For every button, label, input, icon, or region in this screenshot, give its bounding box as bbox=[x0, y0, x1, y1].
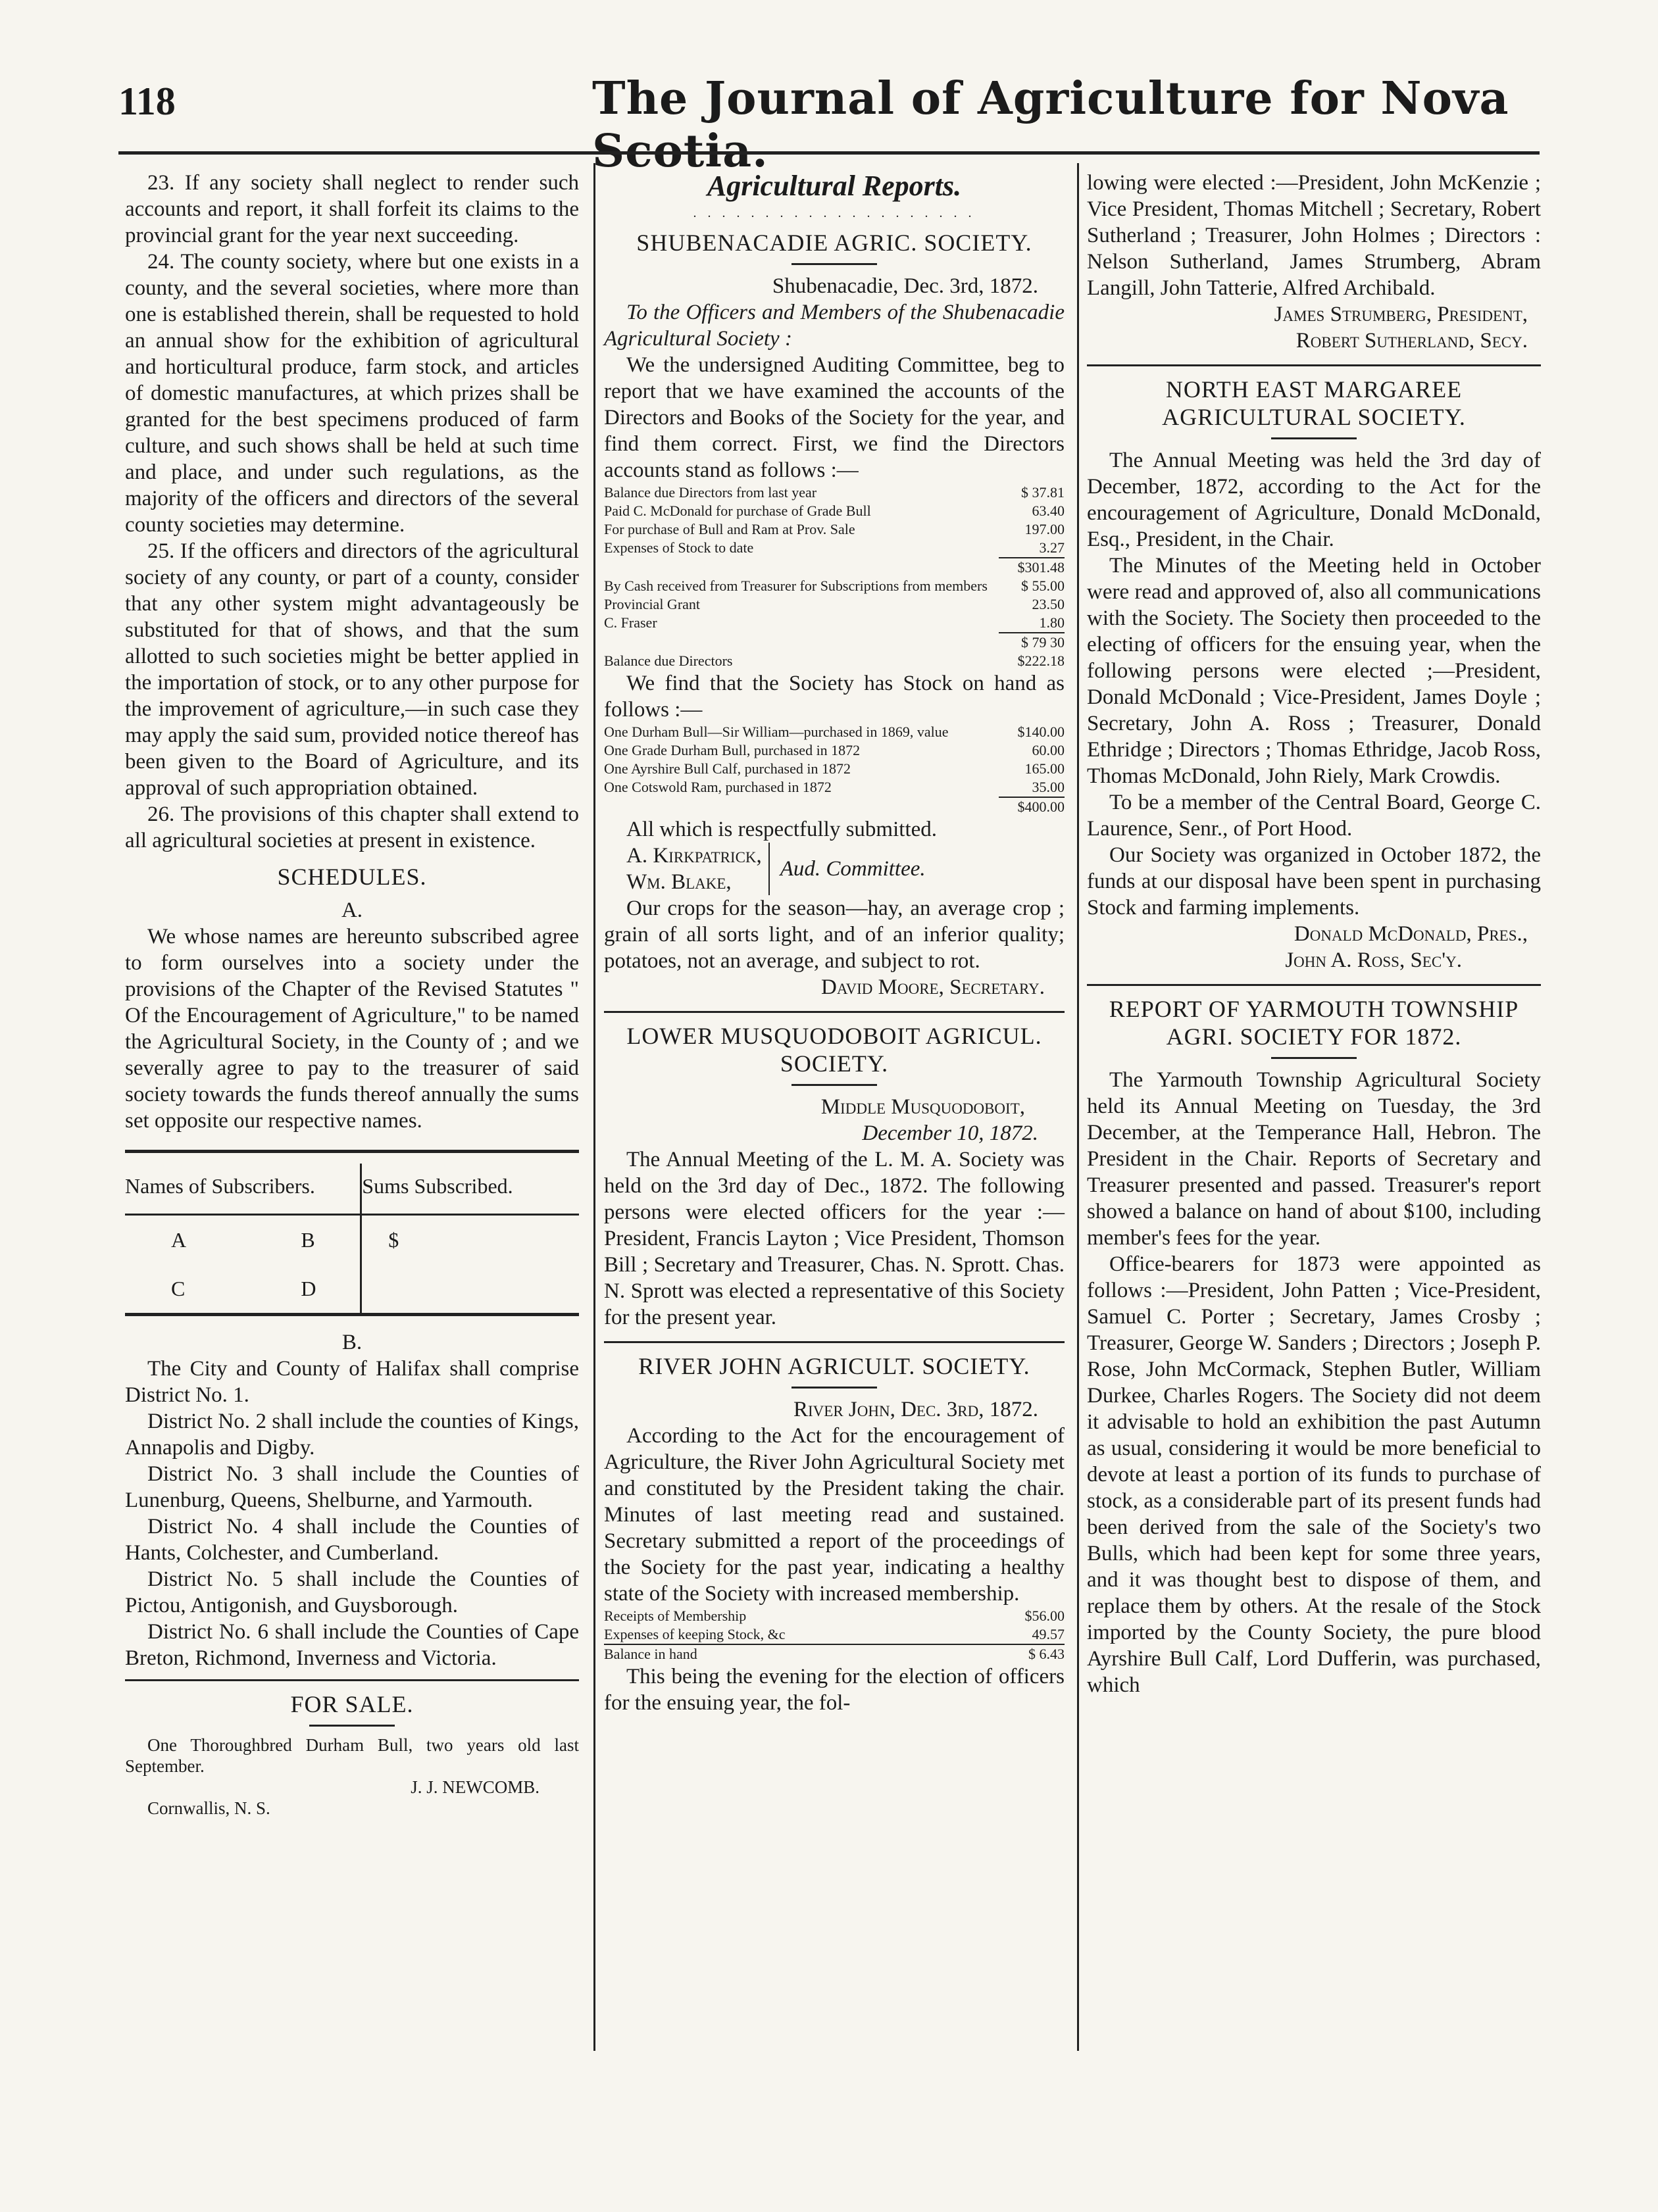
subscriber-a: A bbox=[171, 1228, 186, 1252]
musquodoboit-dateline-1: Middle Musquodoboit, bbox=[820, 1095, 1025, 1119]
page-header bbox=[118, 72, 1540, 178]
margaree-p2: The Minutes of the Meeting held in October were read and approved of, also all communications with the Society. The Society then proceeded to the electing of officers for the ensuing year, when the following persons were elected ;—President, Donald McDonald ; Vice-President, James Doyle ; Secretary, John A. Ross ; Treasurer, Donald Ethridge ; Directors ; Thomas Ethridge, Jacob Ross, Thomas McDonald, John Riely, Mark Crowdis. bbox=[1087, 554, 1541, 788]
schedule-a-label: A. bbox=[341, 898, 363, 922]
auditor-1: A. Kirkpatrick, bbox=[626, 844, 762, 868]
schedules-heading: SCHEDULES. bbox=[277, 864, 427, 890]
yarmouth-p2: Office-bearers for 1873 were appointed as follows :—President, John Patten ; Vice-President, Samuel C. Porter ; Secretary, James Crosby ; Treasurer, George W. Sanders ; Directors ; Joseph P. Rose, John McCormack, Stephen Butler, William Durkee, Charles Rogers. The Society did not deem it advisable to hold an exhibition the past Autumn as usual, considering it would be more beneficial to devote at least a portion of its funds to purchase of stock, as a considerable part of its present funds had been derived from the sale of the Society's two Bulls, which had been kept for some three years, and it was thought best to dispose of them, and replace them by others. At the resale of the Stock imported by the County Society, the pure blood Ayrshire Bull Calf, Lord Dufferin, was purchased, which bbox=[1087, 1252, 1541, 1697]
margaree-signature-2: John A. Ross, Sec'y. bbox=[1285, 948, 1462, 972]
short-rule bbox=[1271, 437, 1357, 439]
schedule-b-label: B. bbox=[341, 1331, 363, 1354]
short-rule bbox=[791, 1387, 877, 1389]
directors-account bbox=[604, 483, 1065, 670]
section-25: 25. If the officers and directors of the agricultural society of any county, or part of a county, consider that any other system might advantageously be substituted for that of shows, and that the sum allotted to such societies might be better applied in the importation of stock, or to any other purpose for the improvement of agriculture,—in such case they may apply the said sum, provided notice thereof has been given to the Board of Agriculture, and its approval of such appropriation obtained. bbox=[125, 539, 579, 800]
subscribers-table bbox=[125, 1164, 579, 1313]
section-rule bbox=[604, 1011, 1065, 1013]
margaree-p1: The Annual Meeting was held the 3rd day of December, 1872, according to the Act for the encouragement of Agriculture, Donald McDonald, Esq., President, in the Chair. bbox=[1087, 449, 1541, 551]
river-john-tail: This being the evening for the election of officers for the ensuing year, the fol- bbox=[604, 1665, 1065, 1715]
reports-title: Agricultural Reports. bbox=[707, 170, 962, 202]
dotted-rule: . . . . . . . . . . . . . . . . . . . . bbox=[693, 206, 976, 220]
account-row: For purchase of Bull and Ram at Prov. Sale 197.00 bbox=[604, 521, 1065, 537]
district-6: District No. 6 shall include the Counties of Cape Breton, Richmond, Inverness and Victoria. bbox=[125, 1620, 579, 1670]
river-john-signature-1: James Strumberg, President, bbox=[1274, 303, 1528, 326]
short-rule bbox=[791, 263, 877, 265]
margaree-p4: Our Society was organized in October 1872, the funds at our disposal have been spent in purchasing Stock and farming implements. bbox=[1087, 843, 1541, 920]
for-sale-heading: FOR SALE. bbox=[290, 1691, 414, 1717]
auditors-block bbox=[626, 843, 1065, 895]
column-divider-2 bbox=[1077, 163, 1079, 2051]
account-row: By Cash received from Treasurer for Subscriptions from members $ 55.00 bbox=[604, 578, 1065, 594]
account-total: $301.48 bbox=[999, 557, 1065, 577]
shubenacadie-body: We the undersigned Auditing Committee, beg to report that we have examined the accounts of the Directors and Books of the Society for the year, and find them correct. First, we find the Directors accounts stand as follows :— bbox=[604, 353, 1065, 482]
shubenacadie-dateline: Shubenacadie, Dec. 3rd, 1872. bbox=[772, 274, 1038, 298]
table-bottom-rule bbox=[125, 1313, 579, 1316]
column-1 bbox=[125, 170, 579, 1819]
auditors-role: Aud. Committee. bbox=[780, 857, 926, 881]
account-row: Expenses of keeping Stock, &c 49.57 bbox=[604, 1626, 1065, 1642]
sum-cell: $ bbox=[361, 1215, 579, 1265]
margaree-signature-1: Donald McDonald, Pres., bbox=[1294, 922, 1528, 946]
section-23: 23. If any society shall neglect to render such accounts and report, it shall forfeit its claims to the provincial grant for the year next succeeding. bbox=[125, 171, 579, 247]
river-john-account bbox=[604, 1607, 1065, 1663]
river-john-signature-2: Robert Sutherland, Secy. bbox=[1295, 329, 1528, 353]
auditor-2: Wm. Blake, bbox=[626, 870, 732, 894]
district-5: District No. 5 shall include the Counties of Pictou, Antigonish, and Guysborough. bbox=[125, 1567, 579, 1617]
short-rule bbox=[1271, 1057, 1357, 1059]
page-number: 118 bbox=[118, 80, 176, 123]
margaree-heading: NORTH EAST MARGAREE AGRICULTURAL SOCIETY. bbox=[1162, 376, 1466, 430]
for-sale-text: One Thoroughbred Durham Bull, two years old last September. bbox=[125, 1735, 579, 1776]
table-row bbox=[125, 1215, 579, 1265]
stock-row: One Ayrshire Bull Calf, purchased in 1872 165.00 bbox=[604, 760, 1065, 777]
account-row: C. Fraser 1.80 bbox=[604, 614, 1065, 631]
district-4: District No. 4 shall include the Counties of Hants, Colchester, and Cumberland. bbox=[125, 1515, 579, 1565]
district-1: The City and County of Halifax shall comprise District No. 1. bbox=[125, 1357, 579, 1407]
short-rule bbox=[791, 1084, 877, 1086]
section-26: 26. The provisions of this chapter shall extend to all agricultural societies at present in existence. bbox=[125, 802, 579, 852]
for-sale-place: Cornwallis, N. S. bbox=[147, 1798, 270, 1818]
submitted-line: All which is respectfully submitted. bbox=[626, 818, 938, 841]
musquodoboit-body: The Annual Meeting of the L. M. A. Society was held on the 3rd day of Dec., 1872. The following persons were elected officers for the year :—President, Francis Layton ; Vice President, Thomson Bill ; Secretary and Treasurer, Chas. N. Sprott. Chas. N. Sprott was elected a representative of this Society for the present year. bbox=[604, 1148, 1065, 1329]
header-rule bbox=[118, 151, 1540, 155]
names-column-header: Names of Subscribers. bbox=[125, 1164, 361, 1215]
column-2 bbox=[604, 170, 1065, 1716]
column-3 bbox=[1087, 170, 1541, 1698]
account-row: Provincial Grant 23.50 bbox=[604, 596, 1065, 612]
subscriber-b: B bbox=[301, 1228, 315, 1252]
account-row: Paid C. McDonald for purchase of Grade Bull 63.40 bbox=[604, 503, 1065, 519]
account-total: $ 79 30 bbox=[999, 632, 1065, 652]
crops-report: Our crops for the season—hay, an average crop ; grain of all sorts light, and of an inferior quality; potatoes, not an average, and subject to rot. bbox=[604, 897, 1065, 973]
district-3: District No. 3 shall include the Counties of Lunenburg, Queens, Shelburne, and Yarmouth. bbox=[125, 1462, 579, 1512]
shubenacadie-heading: SHUBENACADIE AGRIC. SOCIETY. bbox=[636, 230, 1032, 256]
section-24: 24. The county society, where but one exists in a county, and the several societies, where more than one is established therein, shall be requested to hold an annual show for the exhibition of agricultural and horticultural produce, farm stock, and articles of domestic manufactures, at which prizes shall be granted for the best specimens produced of farm culture, and such shows shall be held at such time and place, and under such regulations, as the majority of the officers and directors of the several county societies may determine. bbox=[125, 250, 579, 537]
yarmouth-heading: REPORT OF YARMOUTH TOWNSHIP AGRI. SOCIETY FOR 1872. bbox=[1109, 996, 1519, 1050]
stock-list bbox=[604, 723, 1065, 816]
margaree-p3: To be a member of the Central Board, George C. Laurence, Senr., of Port Hood. bbox=[1087, 791, 1541, 841]
sale-top-rule bbox=[125, 1679, 579, 1681]
district-2: District No. 2 shall include the counties of Kings, Annapolis and Digby. bbox=[125, 1410, 579, 1460]
shubenacadie-signature: David Moore, Secretary. bbox=[821, 975, 1045, 999]
balance-row: Balance due Directors $222.18 bbox=[604, 652, 1065, 669]
short-rule bbox=[309, 1725, 395, 1727]
river-john-heading: RIVER JOHN AGRICULT. SOCIETY. bbox=[638, 1353, 1030, 1379]
subscriber-d: D bbox=[301, 1277, 316, 1300]
shubenacadie-salutation: To the Officers and Members of the Shubenacadie Agricultural Society : bbox=[604, 301, 1065, 351]
table-row bbox=[125, 1264, 579, 1313]
schedule-a-text: We whose names are hereunto subscribed agree to form ourselves into a society under the provisions of the Chapter of the Revised Statutes " Of the Encouragement of Agriculture," to be named the Agricultural Society, in the County of ; and we severally agree to pay to the treasurer of said society towards the funds thereof annually the sums set opposite our respective names. bbox=[125, 925, 579, 1133]
stock-row: One Cotswold Ram, purchased in 1872 35.00 bbox=[604, 779, 1065, 795]
yarmouth-p1: The Yarmouth Township Agricultural Society held its Annual Meeting on Tuesday, the 3rd December, at the Temperance Hall, Hebron. The President in the Chair. Reports of Secretary and Treasurer presented and passed. Treasurer's report showed a balance on hand of about $100, including member's fees for the year. bbox=[1087, 1068, 1541, 1250]
sum-cell bbox=[361, 1264, 579, 1313]
river-john-body: According to the Act for the encouragement of Agriculture, the River John Agricultural Society met and constituted by the President taking the chair. Minutes of last meeting read and sustained. Secretary submitted a report of the proceedings of the Society for the past year, indicating a healthy state of the Society with increased membership. bbox=[604, 1424, 1065, 1606]
stock-total: $400.00 bbox=[999, 797, 1065, 816]
section-rule bbox=[604, 1341, 1065, 1343]
stock-row: One Durham Bull—Sir William—purchased in 1869, value $140.00 bbox=[604, 724, 1065, 740]
column-divider-1 bbox=[593, 163, 595, 2051]
stock-row: One Grade Durham Bull, purchased in 1872 60.00 bbox=[604, 742, 1065, 758]
musquodoboit-heading: LOWER MUSQUODOBOIT AGRICUL. SOCIETY. bbox=[626, 1023, 1042, 1077]
section-rule bbox=[1087, 984, 1541, 986]
table-top-rule bbox=[125, 1150, 579, 1153]
musquodoboit-dateline-2: December 10, 1872. bbox=[862, 1121, 1038, 1145]
running-title: The Journal of Agriculture for Nova Scotia. bbox=[592, 72, 1509, 178]
balance-row: Balance in hand $ 6.43 bbox=[604, 1644, 1065, 1663]
account-row: Expenses of Stock to date 3.27 bbox=[604, 539, 1065, 556]
account-row: Receipts of Membership $56.00 bbox=[604, 1608, 1065, 1624]
stock-intro: We find that the Society has Stock on hand as follows :— bbox=[604, 672, 1065, 722]
subscriber-c: C bbox=[171, 1277, 186, 1300]
sums-column-header: Sums Subscribed. bbox=[361, 1164, 579, 1215]
section-rule bbox=[1087, 364, 1541, 366]
for-sale-name: J. J. NEWCOMB. bbox=[411, 1777, 540, 1797]
river-john-continued: lowing were elected :—President, John McKenzie ; Vice President, Thomas Mitchell ; Secretary, Robert Sutherland ; Treasurer, John Holmes ; Directors : Nelson Sutherland, James Strumberg, Abram Langill, John Tatterie, Alfred Archibald. bbox=[1087, 171, 1541, 300]
river-john-dateline: River John, Dec. 3rd, 1872. bbox=[793, 1398, 1038, 1421]
account-row: Balance due Directors from last year $ 37.81 bbox=[604, 484, 1065, 501]
